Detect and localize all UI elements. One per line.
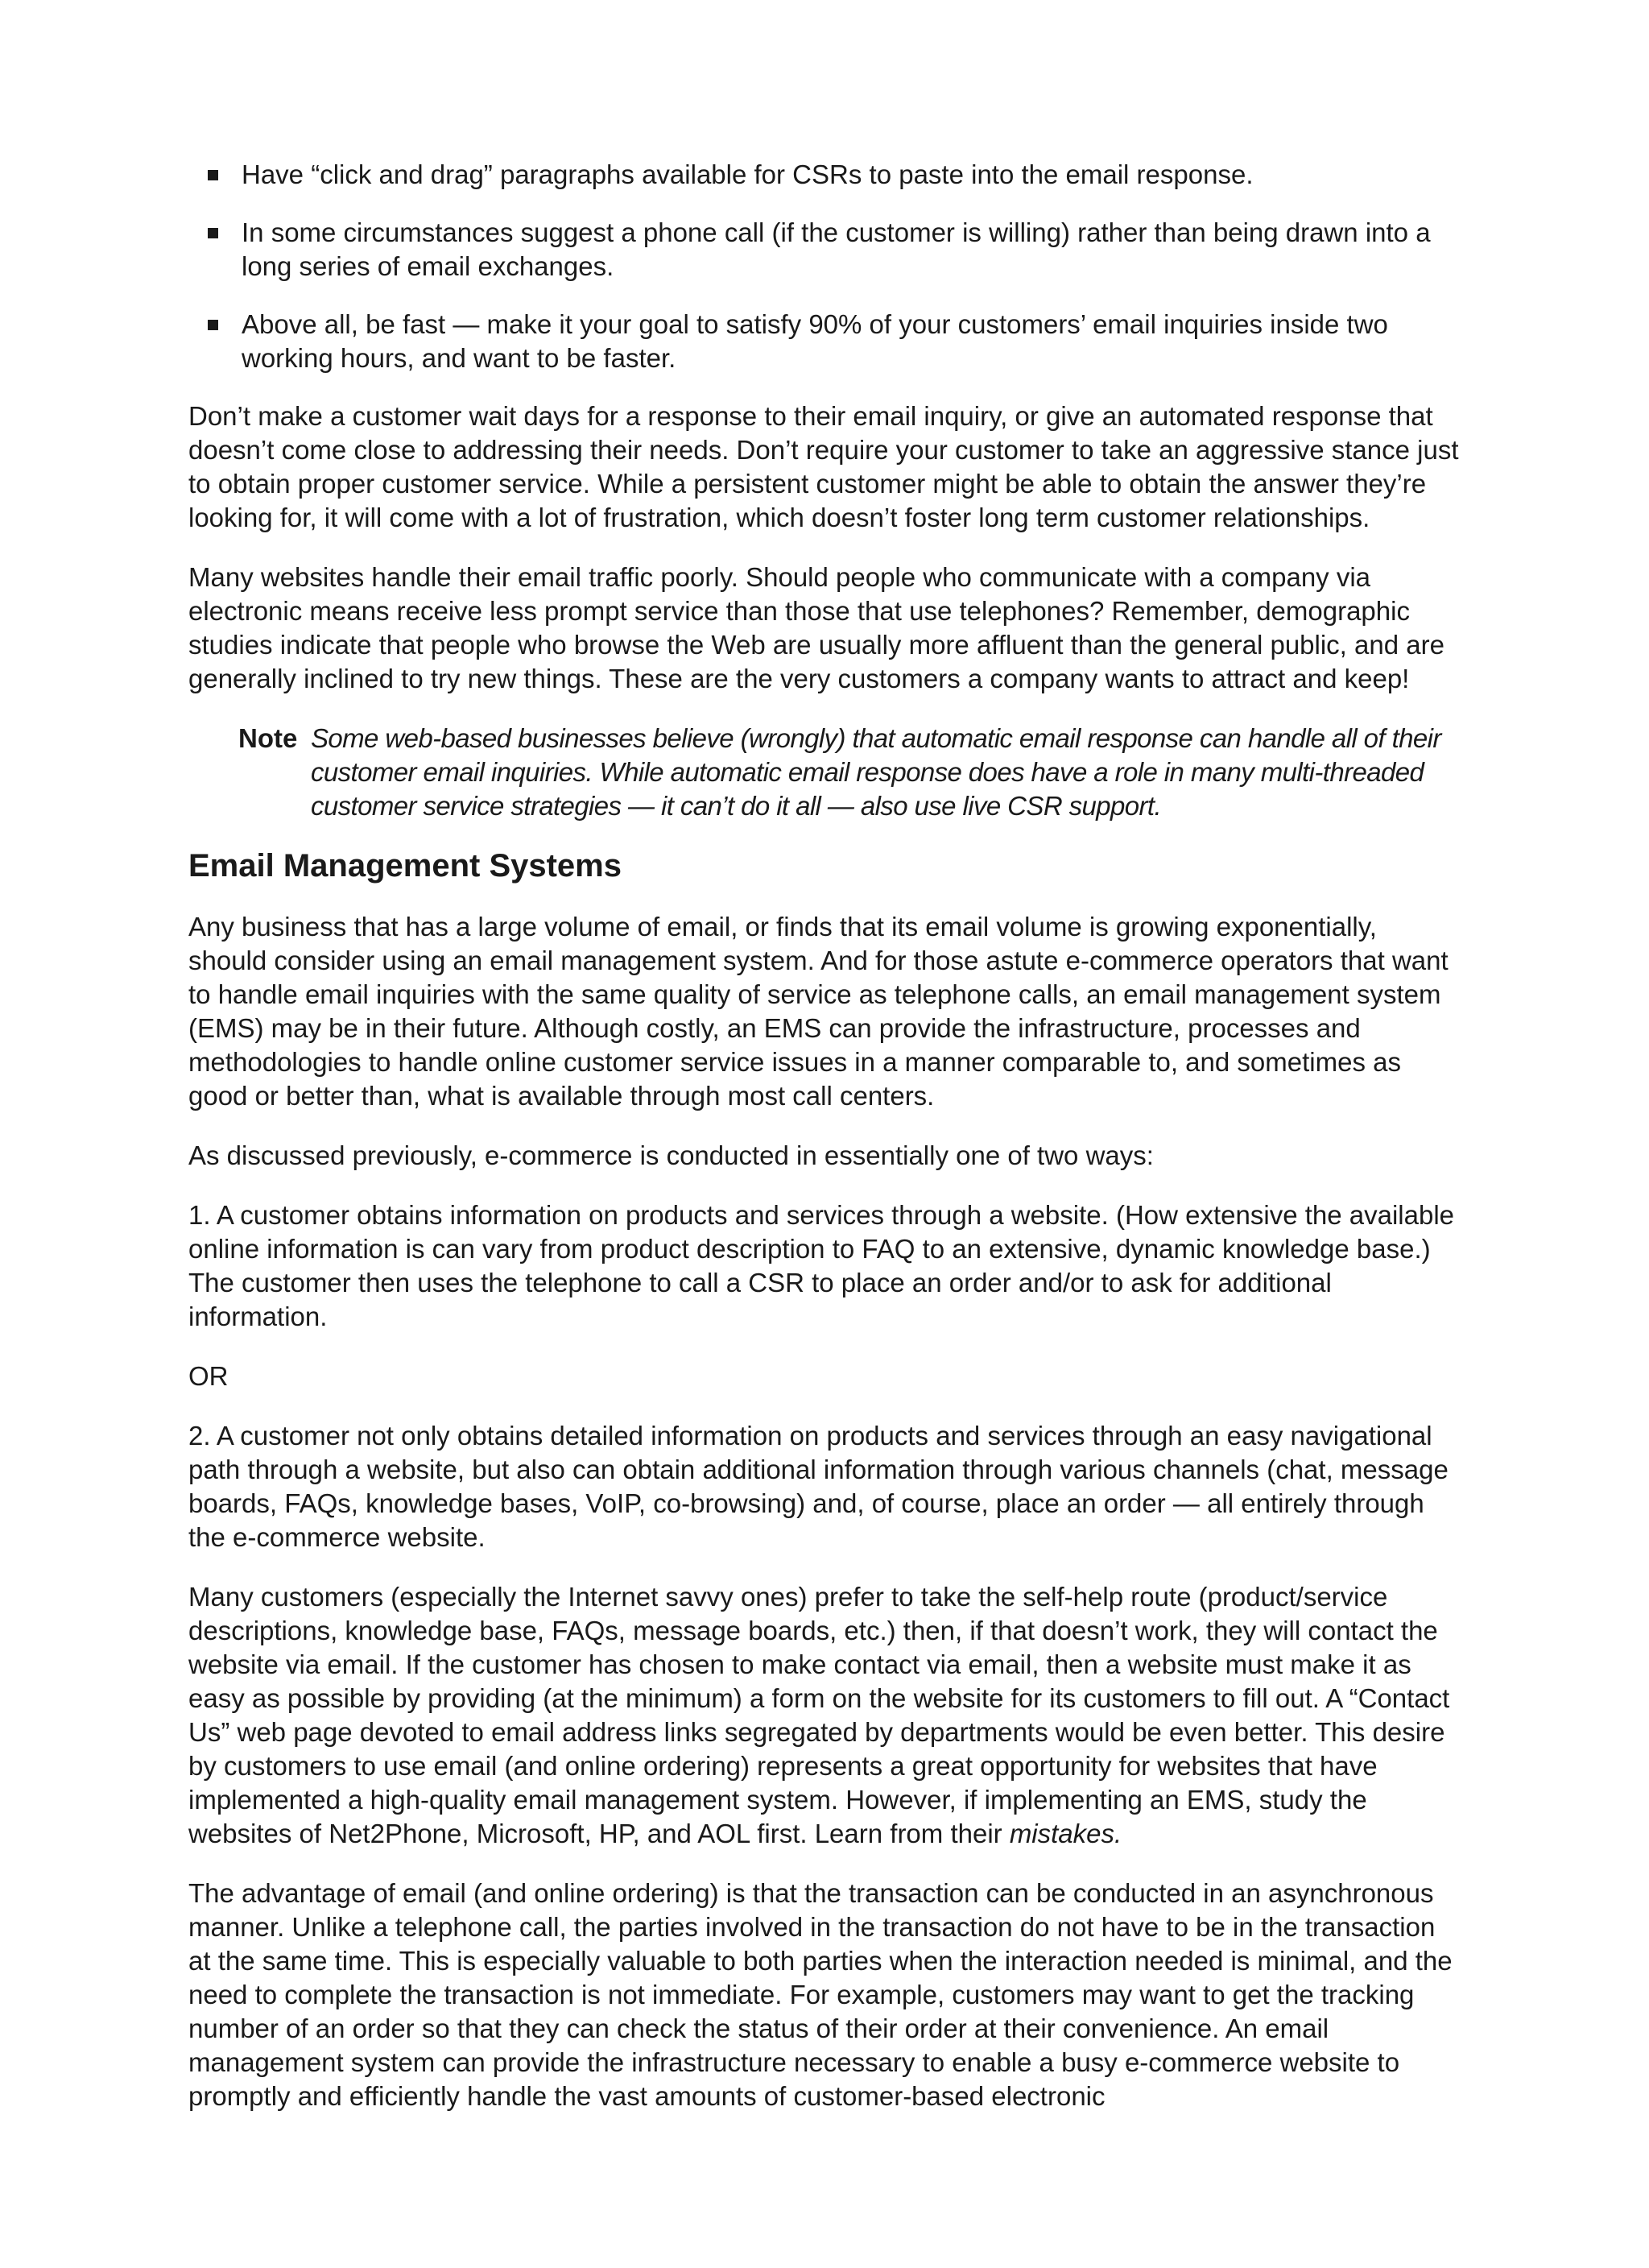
emphasis-mistakes: mistakes. <box>1009 1819 1122 1848</box>
square-bullet-icon <box>208 228 218 238</box>
bullet-text: In some circumstances suggest a phone call (if the customer is willing) rather than being drawn into a long series of email exchanges. <box>242 217 1431 281</box>
section-heading: Email Management Systems <box>188 848 622 884</box>
list-item <box>188 158 1461 192</box>
bullet-list <box>188 158 1461 375</box>
square-bullet-icon <box>208 320 218 330</box>
paragraph-way-one: 1. A customer obtains information on products and services through a website. (How extensive the available online information is can vary from product description to FAQ to an extensive, dynamic knowledge base.) The customer then uses the telephone to call a CSR to place an order and/or to ask for additional information. <box>188 1200 1455 1331</box>
list-item <box>188 308 1461 375</box>
paragraph-self-help <box>188 1580 1461 1851</box>
note-block <box>188 722 1461 823</box>
bullet-text: Above all, be fast — make it your goal to satisfy 90% of your customers’ email inquiries inside two working hours, and want to be faster. <box>242 309 1388 373</box>
paragraph-ems-intro: Any business that has a large volume of email, or finds that its email volume is growing exponentially, should consider using an email management system. And for those astute e-commerce operators that want to handle email inquiries with the same quality of service as telephone calls, an email management system (EMS) may be in their future. Although costly, an EMS can provide the infrastructure, processes and methodologies to handle online customer service issues in a manner comparable to, and sometimes as good or better than, what is available through most call centers. <box>188 912 1449 1111</box>
note-label: Note <box>238 723 298 753</box>
document-page <box>188 158 1461 2139</box>
paragraph-or: OR <box>188 1361 229 1391</box>
list-item <box>188 216 1461 284</box>
note-text: Some web-based businesses believe (wrongly) that automatic email response can handle all of their customer email inquiries. While automatic email response does have a role in many multi-threaded customer service strategies — it can’t do it all — also use live CSR support. <box>311 723 1441 821</box>
square-bullet-icon <box>208 170 218 180</box>
paragraph-traffic: Many websites handle their email traffic poorly. Should people who communicate with a company via electronic means receive less prompt service than those that use telephones? Remember, demographic studies indicate that people who browse the Web are usually more affluent than the general public, and are generally inclined to try new things. These are the very customers a company wants to attract and keep! <box>188 562 1444 693</box>
paragraph-two-ways: As discussed previously, e-commerce is conducted in essentially one of two ways: <box>188 1140 1154 1170</box>
bullet-text: Have “click and drag” paragraphs available for CSRs to paste into the email response. <box>242 159 1254 189</box>
paragraph-self-help-text: Many customers (especially the Internet savvy ones) prefer to take the self-help route (product/service descriptions, knowledge base, FAQs, message boards, etc.) then, if that doesn’t work, they will contact the website via email. If the customer has chosen to make contact via email, then a website must make it as easy as possible by providing (at the minimum) a form on the website for its customers to fill out. A “Contact Us” web page devoted to email address links segregated by departments would be even better. This desire by customers to use email (and online ordering) represents a great opportunity for websites that have implemented a high-quality email management system. However, if implementing an EMS, study the websites of Net2Phone, Microsoft, HP, and AOL first. Learn from their <box>188 1582 1450 1848</box>
paragraph-advantage: The advantage of email (and online ordering) is that the transaction can be conducted in an asynchronous manner. Unlike a telephone call, the parties involved in the transaction do not have to be in the transaction at the same time. This is especially valuable to both parties when the interaction needed is minimal, and the need to complete the transaction is not immediate. For example, customers may want to get the tracking number of an order so that they can check the status of their order at their convenience. An email management system can provide the infrastructure necessary to enable a busy e-commerce website to promptly and efficiently handle the vast amounts of customer-based electronic <box>188 1878 1453 2111</box>
paragraph-way-two: 2. A customer not only obtains detailed information on products and services through an easy navigational path through a website, but also can obtain additional information through various channels (chat, message boards, FAQs, knowledge bases, VoIP, co-browsing) and, of course, place an order — all entirely through the e-commerce website. <box>188 1421 1449 1552</box>
paragraph-wait: Don’t make a customer wait days for a response to their email inquiry, or give an automated response that doesn’t come close to addressing their needs. Don’t require your customer to take an aggressive stance just to obtain proper customer service. While a persistent customer might be able to obtain the answer they’re looking for, it will come with a lot of frustration, which doesn’t foster long term customer relationships. <box>188 401 1459 532</box>
